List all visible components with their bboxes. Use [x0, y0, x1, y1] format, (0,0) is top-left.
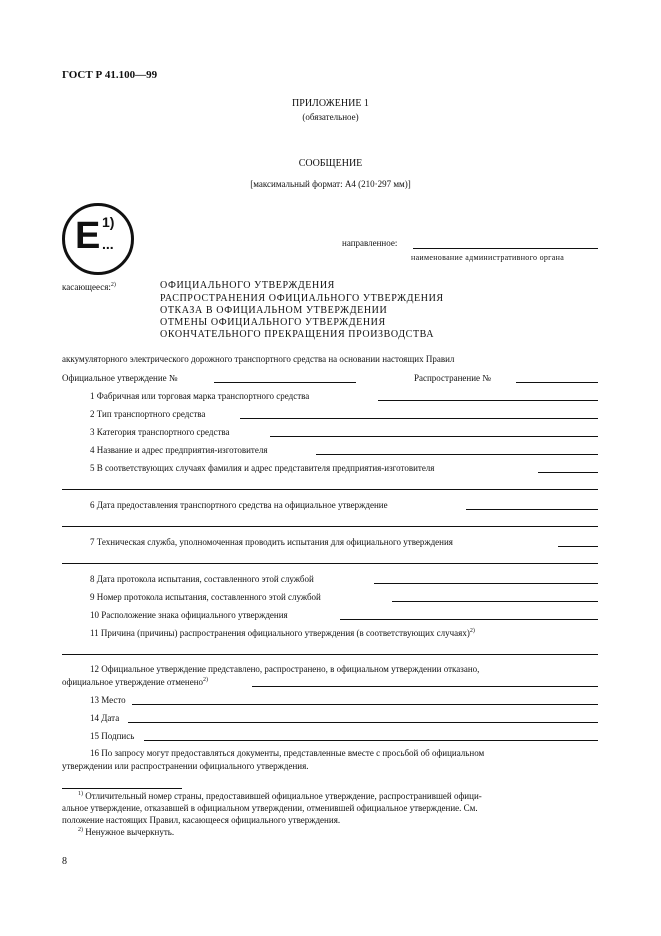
footnote-ref: 2)	[203, 677, 209, 683]
approval-no-field[interactable]	[214, 382, 356, 383]
item-5-field-continued[interactable]	[62, 489, 598, 490]
page-number: 8	[62, 856, 67, 867]
item-8-field[interactable]	[374, 583, 598, 584]
concerning-label: касающееся:$^{2)}$	[62, 282, 116, 292]
item-7-field[interactable]	[558, 546, 598, 547]
message-title: СООБЩЕНИЕ	[298, 158, 363, 169]
emark-dots: ...	[102, 236, 114, 252]
concerning-option: ОТМЕНЫ ОФИЦИАЛЬНОГО УТВЕРЖДЕНИЯ	[160, 317, 386, 328]
item-10-field[interactable]	[340, 619, 598, 620]
intro-line: аккумуляторного электрического дорожного транспортного средства на основании настоящих Правил	[62, 354, 455, 364]
extension-no-field[interactable]	[516, 382, 598, 383]
emark-superscript: 1)	[102, 214, 115, 230]
item-9-label: 9 Номер протокола испытания, составленного этой службой	[90, 592, 321, 602]
approval-no-label: Официальное утверждение №	[62, 373, 178, 383]
item-15-label: 15 Подпись	[90, 731, 135, 741]
item-3-field[interactable]	[270, 436, 598, 437]
item-1-label: 1 Фабричная или торговая марка транспортного средства	[90, 391, 310, 401]
footnote-1-line1: $^{1)}$ Отличительный номер страны, предоставившей официальное утверждение, распространившей офици-	[78, 791, 482, 801]
footnote-ref: 2)	[110, 282, 116, 288]
item-4-label: 4 Название и адрес предприятия-изготовителя	[90, 445, 268, 455]
item-13-field[interactable]	[132, 704, 598, 705]
item-12-label-line2: официальное утверждение отменено$^{2)}$	[62, 677, 209, 687]
item-3-label: 3 Категория транспортного средства	[90, 427, 230, 437]
footnote-mark: 1)	[78, 791, 83, 797]
item-5-field[interactable]	[538, 472, 598, 473]
concerning-option: ОФИЦИАЛЬНОГО УТВЕРЖДЕНИЯ	[160, 280, 335, 291]
emark-letter: E	[75, 215, 101, 257]
item-1-field[interactable]	[378, 400, 598, 401]
item-8-label: 8 Дата протокола испытания, составленного этой службой	[90, 574, 314, 584]
approval-mark-logo	[62, 203, 134, 275]
item-2-label: 2 Тип транспортного средства	[90, 409, 206, 419]
footnote-separator	[62, 788, 182, 789]
item-14-label: 14 Дата	[90, 713, 120, 723]
appendix-title: ПРИЛОЖЕНИЕ 1	[292, 98, 369, 109]
item-2-field[interactable]	[240, 418, 598, 419]
message-format: [максимальный формат: А4 (210·297 мм)]	[250, 179, 411, 189]
footnote-1-line2: альное утверждение, отказавшей в официальном утверждении, отменившей официальное утверждение. См.	[62, 803, 478, 813]
footnote-1-line3: положение настоящих Правил, касающееся официального утверждения.	[62, 815, 341, 825]
item-6-label: 6 Дата предоставления транспортного средства на официальное утверждение	[90, 500, 388, 510]
concerning-option: ОКОНЧАТЕЛЬНОГО ПРЕКРАЩЕНИЯ ПРОИЗВОДСТВА	[160, 329, 435, 340]
sender-label: направленное:	[342, 238, 398, 248]
item-13-label: 13 Место	[90, 695, 126, 705]
standard-id: ГОСТ Р 41.100—99	[62, 69, 158, 81]
appendix-subtitle: (обязательное)	[302, 112, 359, 122]
item-5-label: 5 В соответствующих случаях фамилия и адрес представителя предприятия-изготовителя	[90, 463, 435, 473]
item-4-field[interactable]	[316, 454, 598, 455]
item-11-label: 11 Причина (причины) распространения официального утверждения (в соответствующих случаях)$^{2)}$	[90, 628, 475, 638]
footnote-ref: 2)	[469, 628, 475, 634]
item-6-field[interactable]	[466, 509, 598, 510]
item-9-field[interactable]	[392, 601, 598, 602]
concerning-option: РАСПРОСТРАНЕНИЯ ОФИЦИАЛЬНОГО УТВЕРЖДЕНИЯ	[160, 293, 444, 304]
footnote-2: $^{2)}$ Ненужное вычеркнуть.	[78, 827, 175, 837]
item-7-label: 7 Техническая служба, уполномоченная проводить испытания для официального утверждения	[90, 537, 453, 547]
concerning-option: ОТКАЗА В ОФИЦИАЛЬНОМ УТВЕРЖДЕНИИ	[160, 305, 388, 316]
item-10-label: 10 Расположение знака официального утверждения	[90, 610, 288, 620]
sender-field[interactable]	[413, 248, 598, 249]
item-15-field[interactable]	[144, 740, 598, 741]
item-7-field-continued[interactable]	[62, 563, 598, 564]
item-12-label-line1: 12 Официальное утверждение представлено, распространено, в официальном утверждении отказано,	[90, 664, 480, 674]
item-16-line1: 16 По запросу могут предоставляться документы, представленные вместе с просьбой об официальном	[90, 748, 485, 758]
item-14-field[interactable]	[128, 722, 598, 723]
item-12-field[interactable]	[252, 686, 598, 687]
item-6-field-continued[interactable]	[62, 526, 598, 527]
extension-no-label: Распространение №	[414, 373, 491, 383]
item-16-line2: утверждении или распространении официального утверждения.	[62, 761, 309, 771]
footnote-mark: 2)	[78, 827, 83, 833]
sender-caption: наименование административного органа	[411, 253, 565, 262]
item-11-field[interactable]	[62, 654, 598, 655]
